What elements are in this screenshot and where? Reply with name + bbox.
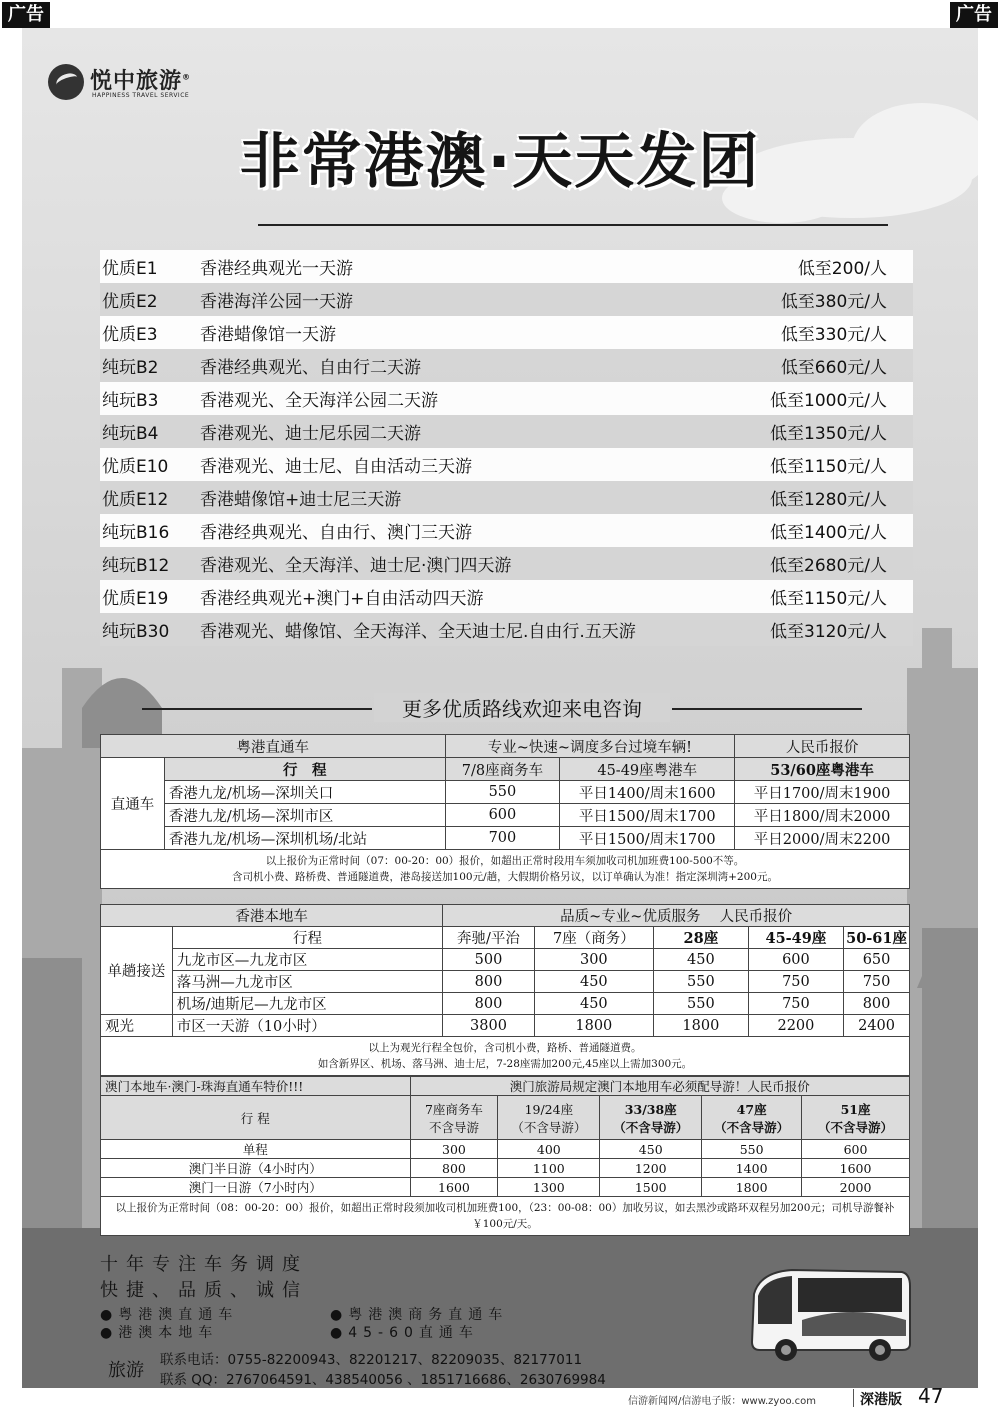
more-routes-text: 更多优质路线欢迎来电咨询 <box>374 693 670 722</box>
contact-label: 旅游 <box>108 1360 144 1381</box>
table-row <box>101 1015 910 1037</box>
hk-col: 45-49座 <box>748 927 843 949</box>
tour-price: 低至3120元/人 <box>770 622 887 642</box>
price-cell: 2400 <box>844 1015 910 1037</box>
price-cell: 平日1400/周末1600 <box>560 781 735 804</box>
yuegang-col: 7/8座商务车 <box>445 758 560 781</box>
price-cell: 2200 <box>748 1015 843 1037</box>
route-cell: 澳门半日游（4小时内） <box>101 1159 411 1178</box>
slogan-2: 快捷、品质、诚信 <box>100 1280 308 1301</box>
tour-name: 香港经典观光一天游 <box>200 259 353 279</box>
price-cell: 550 <box>702 1140 802 1159</box>
tour-name: 香港海洋公园一天游 <box>200 292 353 312</box>
tour-code: 优质E12 <box>102 490 169 510</box>
brand-logo <box>48 64 218 104</box>
macau-col: 19/24座 （不含导游） <box>498 1096 600 1140</box>
route-cell: 香港九龙/机场—深圳市区 <box>164 804 445 827</box>
hk-table <box>100 904 910 1076</box>
route-cell: 香港九龙/机场—深圳关口 <box>164 781 445 804</box>
tour-name: 香港观光、蜡像馆、全天海洋、全天迪士尼.自由行.五天游 <box>200 622 636 642</box>
tour-row <box>100 580 913 613</box>
tour-name: 香港观光、全天海洋公园二天游 <box>200 391 438 411</box>
tour-name: 香港观光、迪士尼乐园二天游 <box>200 424 421 444</box>
yuegang-col: 45-49座粤港车 <box>560 758 735 781</box>
tour-list <box>100 250 913 646</box>
price-cell: 450 <box>600 1140 702 1159</box>
contact-qq: 联系 QQ：2767064591、438540056 、1851716686、2630769984 <box>160 1372 606 1388</box>
tour-code: 优质E2 <box>102 292 158 312</box>
tour-price: 低至1000元/人 <box>770 391 887 411</box>
price-cell: 1800 <box>653 1015 748 1037</box>
price-cell: 450 <box>534 993 653 1015</box>
tour-code: 优质E19 <box>102 589 169 609</box>
brand-subtitle: HAPPINESS TRAVEL SERVICE <box>92 92 190 99</box>
tour-code: 优质E1 <box>102 259 158 279</box>
hk-note-2: 如含新界区、机场、落马洲、迪士尼，7-28座需加200元,45座以上需加300元。 <box>317 1058 693 1070</box>
price-cell: 平日1500/周末1700 <box>560 827 735 850</box>
price-cell: 800 <box>410 1159 498 1178</box>
tour-name: 香港蜡像馆一天游 <box>200 325 336 345</box>
ad-tag-left: 广告 <box>2 2 50 28</box>
brand-name: 悦中旅游® <box>90 69 192 94</box>
service-item: ● 港澳本地车 <box>100 1324 330 1342</box>
price-cell: 平日1700/周末1900 <box>735 781 910 804</box>
hk-notes <box>101 1037 910 1076</box>
tour-price: 低至1150元/人 <box>770 457 887 477</box>
price-cell: 1800 <box>702 1178 802 1197</box>
macau-col: 51座 （不含导游） <box>802 1096 910 1140</box>
price-cell: 800 <box>443 993 534 1015</box>
table-row <box>101 993 910 1015</box>
price-cell: 1200 <box>600 1159 702 1178</box>
contact-phone: 联系电话：0755-82200943、82201217、82209035、82177011 <box>160 1352 583 1368</box>
route-cell: 落马洲—九龙市区 <box>172 971 442 993</box>
macau-title: 澳门本地车·澳门-珠海直通车特价!!! <box>101 1077 411 1096</box>
hk-title: 香港本地车 <box>101 905 443 927</box>
source-credit: 信游新闻网/信游电子版：www.zyoo.com <box>628 1396 816 1407</box>
yuegang-service: 专业~快速~调度多台过境车辆! <box>445 735 735 758</box>
tour-price: 低至380元/人 <box>780 292 887 312</box>
price-cell: 450 <box>534 971 653 993</box>
price-cell: 1600 <box>802 1159 910 1178</box>
tour-row <box>100 382 913 415</box>
route-cell: 市区一天游（10小时） <box>172 1015 442 1037</box>
table-row <box>101 1159 910 1178</box>
macau-note: 以上报价为正常时间（08：00-20：00）报价，如超出正常时段须加收司机加班费100，（23：00-08：00）加收另议，如去黑沙或路环双程另加200元；司机导游餐补￥100元/天。 <box>101 1197 910 1236</box>
ad-tag-right: 广告 <box>950 2 998 28</box>
tour-row <box>100 415 913 448</box>
tour-price: 低至1400元/人 <box>770 523 887 543</box>
route-cell: 九龙市区—九龙市区 <box>172 949 442 971</box>
edition-label: 深港版 <box>853 1389 902 1407</box>
tour-row <box>100 349 913 382</box>
price-cell: 1800 <box>534 1015 653 1037</box>
price-cell: 500 <box>443 949 534 971</box>
route-cell: 单程 <box>101 1140 411 1159</box>
price-cell: 600 <box>445 804 560 827</box>
price-cell: 750 <box>844 971 910 993</box>
price-cell: 750 <box>748 971 843 993</box>
service-item: ● 45-60直通车 <box>330 1324 560 1342</box>
price-cell: 1400 <box>702 1159 802 1178</box>
table-row <box>101 781 910 804</box>
tour-row <box>100 316 913 349</box>
more-routes-banner <box>142 693 862 723</box>
tour-name: 香港观光、迪士尼、自由活动三天游 <box>200 457 472 477</box>
price-cell: 1100 <box>498 1159 600 1178</box>
page-footer <box>0 1384 1000 1407</box>
yuegang-price-title: 人民币报价 <box>735 735 910 758</box>
price-cell: 550 <box>653 993 748 1015</box>
hk-service: 品质~专业~优质服务 人民币报价 <box>443 905 910 927</box>
advertisement-poster <box>22 28 978 1390</box>
price-cell: 650 <box>844 949 910 971</box>
yuegang-table <box>100 734 910 889</box>
hk-note-1: 以上为观光行程全包价，含司机小费，路桥、普通隧道费。 <box>368 1042 642 1054</box>
route-cell: 机场/迪斯尼—九龙市区 <box>172 993 442 1015</box>
price-cell: 600 <box>748 949 843 971</box>
service-list <box>100 1306 570 1342</box>
price-cell: 平日1500/周末1700 <box>560 804 735 827</box>
tour-row <box>100 514 913 547</box>
table-row <box>101 804 910 827</box>
price-cell: 600 <box>802 1140 910 1159</box>
tour-code: 优质E10 <box>102 457 169 477</box>
tour-price: 低至1150元/人 <box>770 589 887 609</box>
table-row <box>101 1140 910 1159</box>
price-cell: 700 <box>445 827 560 850</box>
table-row <box>101 827 910 850</box>
headline: 非常港澳·天天发团 <box>239 127 761 197</box>
tour-price: 低至330元/人 <box>780 325 887 345</box>
tour-row <box>100 283 913 316</box>
tour-code: 纯玩B4 <box>102 424 159 444</box>
footer-info <box>100 1250 750 1388</box>
table-row <box>101 1178 910 1197</box>
price-cell: 750 <box>748 993 843 1015</box>
tour-row <box>100 481 913 514</box>
price-cell: 平日2000/周末2200 <box>735 827 910 850</box>
tour-code: 纯玩B30 <box>102 622 170 642</box>
price-cell: 800 <box>443 971 534 993</box>
price-cell: 400 <box>498 1140 600 1159</box>
yuegang-col: 53/60座粤港车 <box>735 758 910 781</box>
price-cell: 450 <box>653 949 748 971</box>
price-cell: 1500 <box>600 1178 702 1197</box>
price-cell: 平日1800/周末2000 <box>735 804 910 827</box>
yuegang-group: 直通车 <box>101 758 165 850</box>
tour-code: 优质E3 <box>102 325 158 345</box>
price-cell: 1300 <box>498 1178 600 1197</box>
yuegang-notes <box>101 850 910 889</box>
tour-name: 香港观光、全天海洋、迪士尼·澳门四天游 <box>200 556 512 576</box>
macau-route-header: 行 程 <box>101 1096 411 1140</box>
slogan-1: 十年专注车务调度 <box>100 1254 308 1275</box>
table-row <box>101 971 910 993</box>
tour-name: 香港经典观光、自由行二天游 <box>200 358 421 378</box>
yuegang-route-header: 行 程 <box>164 758 445 781</box>
yuegang-title: 粤港直通车 <box>101 735 446 758</box>
hk-col: 奔驰/平治 <box>443 927 534 949</box>
yuegang-note-2: 含司机小费、路桥费、普通隧道费，港岛接送加100元/趟，大假期价格另议，以订单确认为准！指定深圳湾+200元。 <box>232 871 778 883</box>
service-item: ● 粤港澳商务直通车 <box>330 1306 560 1324</box>
brand-swirl-icon <box>48 64 84 100</box>
table-row <box>101 949 910 971</box>
tour-code: 纯玩B16 <box>102 523 170 543</box>
tour-row <box>100 448 913 481</box>
tour-code: 纯玩B3 <box>102 391 159 411</box>
macau-col: 7座商务车 不含导游 <box>410 1096 498 1140</box>
headline-rule <box>258 224 888 226</box>
banner-rule-left <box>142 708 372 710</box>
tour-row <box>100 547 913 580</box>
macau-table <box>100 1076 910 1236</box>
hk-col: 28座 <box>653 927 748 949</box>
price-cell: 550 <box>653 971 748 993</box>
banner-rule-right <box>672 708 862 710</box>
price-cell: 800 <box>844 993 910 1015</box>
tour-price: 低至1350元/人 <box>770 424 887 444</box>
tour-name: 香港蜡像馆+迪士尼三天游 <box>200 490 402 510</box>
price-cell: 550 <box>445 781 560 804</box>
tour-price: 低至200/人 <box>797 259 887 279</box>
macau-col: 33/38座 （不含导游） <box>600 1096 702 1140</box>
service-item: ● 粤港澳直通车 <box>100 1306 330 1324</box>
tour-row <box>100 250 913 283</box>
page-number: 47 <box>918 1384 944 1407</box>
tour-price: 低至2680元/人 <box>770 556 887 576</box>
tour-row <box>100 613 913 646</box>
hk-col: 7座（商务） <box>534 927 653 949</box>
coach-bus-image <box>742 1264 912 1364</box>
price-cell: 1600 <box>410 1178 498 1197</box>
price-cell: 3800 <box>443 1015 534 1037</box>
tour-code: 纯玩B2 <box>102 358 159 378</box>
tour-price: 低至1280元/人 <box>770 490 887 510</box>
price-cell: 2000 <box>802 1178 910 1197</box>
price-cell: 300 <box>410 1140 498 1159</box>
hk-group-transfer: 单趟接送 <box>101 927 173 1015</box>
yuegang-note-1: 以上报价为正常时间（07：00-20：00）报价，如超出正常时段用车须加收司机加班费100-500不等。 <box>265 855 745 867</box>
hk-col: 50-61座 <box>844 927 910 949</box>
tour-name: 香港经典观光、自由行、澳门三天游 <box>200 523 472 543</box>
hk-route-header: 行程 <box>172 927 442 949</box>
macau-rule: 澳门旅游局规定澳门本地用车必须配导游！人民币报价 <box>410 1077 909 1096</box>
price-cell: 300 <box>534 949 653 971</box>
route-cell: 香港九龙/机场—深圳机场/北站 <box>164 827 445 850</box>
tour-code: 纯玩B12 <box>102 556 170 576</box>
hk-group-sightseeing: 观光 <box>101 1015 173 1037</box>
tour-name: 香港经典观光+澳门+自由活动四天游 <box>200 589 484 609</box>
route-cell: 澳门一日游（7小时内） <box>101 1178 411 1197</box>
tour-price: 低至660元/人 <box>780 358 887 378</box>
contact-block <box>100 1348 750 1388</box>
macau-col: 47座 （不含导游） <box>702 1096 802 1140</box>
